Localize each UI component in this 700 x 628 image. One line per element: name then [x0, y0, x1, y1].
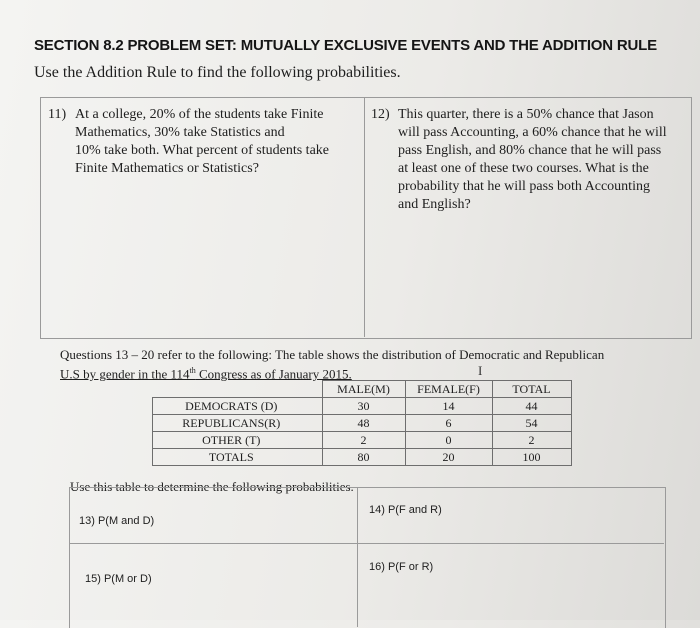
- table-row: [153, 415, 572, 432]
- answer-grid-divider-h: [69, 543, 664, 544]
- problem-line: will pass Accounting, a 60% chance that he will: [398, 125, 667, 140]
- table-cell: 54: [492, 415, 571, 432]
- question-15: 15) P(M or D): [85, 573, 152, 585]
- answer-grid: [69, 487, 666, 628]
- problems-divider: [364, 97, 365, 337]
- table-header: FEMALE(F): [405, 381, 492, 398]
- table-header: MALE(M): [322, 381, 405, 398]
- table-cell: 6: [405, 415, 492, 432]
- table-cell: 20: [405, 449, 492, 466]
- table-cell: 44: [492, 398, 571, 415]
- table-cell: 100: [492, 449, 571, 466]
- problem-line: and English?: [398, 197, 471, 212]
- problem-number: 11): [48, 107, 67, 122]
- congress-table: [152, 380, 572, 466]
- intro-line-2-end: Congress as of January 2015.: [195, 366, 352, 382]
- question-13: 13) P(M and D): [79, 515, 155, 527]
- table-row-label: REPUBLICANS(R): [153, 415, 323, 432]
- question-14: 14) P(F and R): [369, 504, 442, 516]
- instructions-subheading: Use the Addition Rule to find the following probabilities.: [34, 64, 401, 81]
- table-row: [153, 449, 572, 466]
- problem-12: [371, 106, 686, 214]
- problem-line: Mathematics, 30% take Statistics and: [75, 125, 285, 140]
- answer-grid-divider-v: [357, 487, 358, 627]
- table-cell: 80: [322, 449, 405, 466]
- intro-line-2-start: U.S by gender in the 114: [60, 366, 190, 382]
- problem-line: Finite Mathematics or Statistics?: [75, 161, 259, 176]
- table-header: TOTAL: [492, 381, 571, 398]
- problem-line: 10% take both. What percent of students take: [75, 143, 329, 158]
- problem-line: At a college, 20% of the students take Finite: [75, 107, 324, 122]
- problem-line: probability that he will pass both Accounting: [398, 179, 650, 194]
- table-row-label: TOTALS: [153, 449, 323, 466]
- table-row: [153, 398, 572, 415]
- table-cell: 48: [322, 415, 405, 432]
- table-intro: [60, 347, 660, 382]
- table-row-label: OTHER (T): [153, 432, 323, 449]
- problem-line: pass English, and 80% chance that he will pass: [398, 143, 662, 158]
- table-cell: 14: [405, 398, 492, 415]
- table-cell: 2: [322, 432, 405, 449]
- table-instruction: Use this table to determine the following probabilities.: [70, 479, 354, 494]
- table-header-row: [153, 381, 572, 398]
- table-header-empty: [153, 381, 323, 398]
- problem-number: 12): [371, 107, 390, 122]
- table-row-label: DEMOCRATS (D): [153, 398, 323, 415]
- section-heading: SECTION 8.2 PROBLEM SET: MUTUALLY EXCLUSIVE EVENTS AND THE ADDITION RULE: [34, 37, 657, 54]
- table-cell: 0: [405, 432, 492, 449]
- question-16: 16) P(F or R): [369, 561, 434, 573]
- problem-line: at least one of these two courses. What is the: [398, 161, 649, 176]
- table-cell: 2: [492, 432, 571, 449]
- problem-line: This quarter, there is a 50% chance that Jason: [398, 107, 654, 122]
- text-cursor-icon: I: [478, 363, 483, 378]
- ordinal-superscript: th: [189, 366, 196, 375]
- intro-line-1: Questions 13 – 20 refer to the following: The table shows the distribution of Democratic and Republican: [60, 347, 605, 362]
- table-row: [153, 432, 572, 449]
- table-cell: 30: [322, 398, 405, 415]
- problem-11: [48, 106, 358, 178]
